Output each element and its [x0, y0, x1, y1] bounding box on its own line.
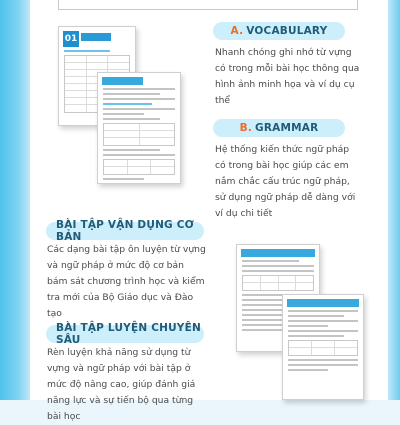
vocabulary-letter: A.: [230, 25, 244, 37]
right-decorative-stripe: [388, 0, 400, 400]
grammar-heading: [213, 119, 345, 137]
grammar-title: GRAMMAR: [255, 122, 319, 134]
grammar-letter: B.: [239, 122, 253, 134]
vocabulary-description: Nhanh chóng ghi nhớ từ vựng có trong mỗi bài học thông qua hình ảnh minh họa và ví dụ cụ thể: [215, 47, 360, 106]
advanced-exercise-page-thumbnail: [282, 294, 364, 400]
top-frame-edge: [58, 0, 358, 10]
advanced-exercise-description: Rèn luyện khả năng sử dụng từ vựng và ngữ pháp với bài tập ở mức độ nâng cao, giúp đánh giá năng lực và sự tiến bộ qua từng bài học: [47, 347, 196, 422]
vocabulary-heading: [213, 22, 345, 40]
basic-exercise-heading: BÀI TẬP VẬN DỤNG CƠ BẢN: [46, 222, 204, 240]
grammar-page-thumbnail: [97, 72, 181, 184]
advanced-exercise-heading: BÀI TẬP LUYỆN CHUYÊN SÂU: [46, 325, 204, 343]
grammar-description: Hệ thống kiến thức ngữ pháp có trong bài học giúp các em nắm chắc cấu trúc ngữ pháp, sử dụng ngữ pháp dễ dàng với ví dụ chi tiết: [215, 144, 356, 219]
left-decorative-stripe: [0, 0, 30, 400]
basic-exercise-description: Các dạng bài tập ôn luyện từ vựng và ngữ pháp ở mức độ cơ bản bám sát chương trình học và kiểm tra mới của Bộ Giáo dục và Đào tạo: [47, 244, 206, 319]
vocabulary-title: VOCABULARY: [246, 25, 328, 37]
unit-title-bar: [81, 33, 111, 41]
unit-badge: 01: [63, 31, 79, 47]
